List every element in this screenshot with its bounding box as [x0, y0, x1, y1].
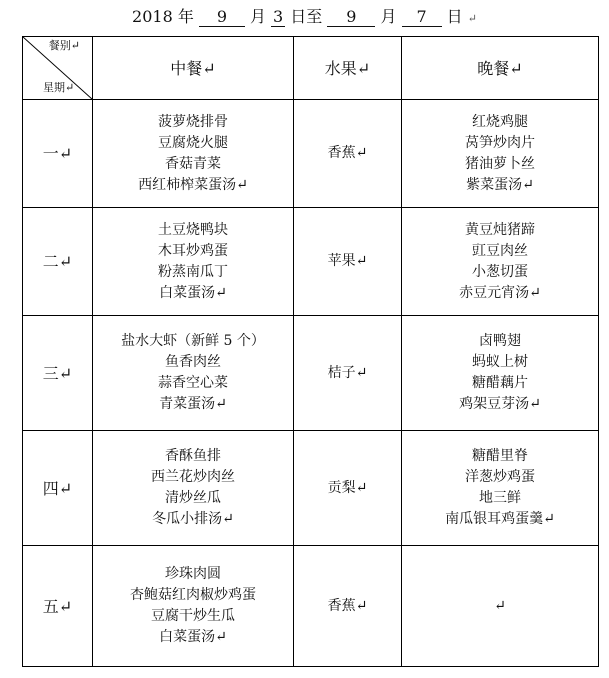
- dinner-dish: ↵: [494, 597, 506, 614]
- lunch-dish: 木耳炒鸡蛋: [158, 242, 228, 259]
- dinner-dish: 糖醋里脊: [472, 448, 528, 464]
- fruit-cell: 香蕉↵: [294, 546, 402, 667]
- title-month-word-2: 月: [380, 7, 397, 26]
- dinner-cell: [402, 100, 599, 208]
- dinner-dish: 紫菜蛋汤↵: [466, 176, 534, 193]
- lunch-dish: 白菜蛋汤↵: [159, 284, 227, 301]
- weekday-cell: 一↵: [23, 100, 93, 208]
- title-end-month: 9: [327, 8, 375, 27]
- fruit-cell: 苹果↵: [294, 208, 402, 316]
- dinner-dish: 糖醋藕片: [472, 375, 528, 391]
- fruit-cell: 香蕉↵: [294, 100, 402, 208]
- table-row: [23, 208, 599, 316]
- dinner-dish: 洋葱炒鸡蛋: [465, 469, 535, 485]
- dinner-cell: [402, 546, 599, 667]
- lunch-dish: 鱼香肉丝: [165, 354, 221, 370]
- dinner-dish: 小葱切蛋: [472, 263, 528, 280]
- title-month-word-1: 月: [250, 7, 267, 26]
- header-lunch: 中餐↵: [93, 37, 294, 100]
- lunch-dish: 豆腐烧火腿: [158, 134, 228, 151]
- paragraph-mark: ↵: [467, 12, 477, 25]
- fruit-cell: 桔子↵: [294, 316, 402, 431]
- header-dinner: 晚餐↵: [402, 37, 599, 100]
- lunch-dish: 杏鲍菇红肉椒炒鸡蛋: [130, 587, 256, 603]
- weekday-cell: 二↵: [23, 208, 93, 316]
- header-fruit: 水果↵: [294, 37, 402, 100]
- dinner-dish: 莴笋炒肉片: [465, 134, 535, 151]
- weekly-menu-table: [22, 36, 599, 667]
- dinner-cell: [402, 316, 599, 431]
- dinner-dish: 鸡架豆芽汤↵: [459, 396, 541, 412]
- dinner-dish: 红烧鸡腿: [472, 113, 528, 130]
- menu-date-range-title: [0, 6, 609, 30]
- lunch-cell: [93, 316, 294, 431]
- lunch-dish: 菠萝烧排骨: [158, 113, 228, 130]
- weekday-cell: 五↵: [23, 546, 93, 667]
- dinner-cell: [402, 431, 599, 546]
- lunch-dish: 蒜香空心菜: [158, 375, 228, 391]
- weekday-label: 星期↵: [43, 81, 75, 94]
- dinner-dish: 猪油萝卜丝: [465, 155, 535, 172]
- lunch-dish: 西兰花炒肉丝: [151, 469, 235, 485]
- title-start-month: 9: [199, 8, 245, 27]
- lunch-dish: 香酥鱼排: [165, 448, 221, 464]
- dinner-dish: 豇豆肉丝: [472, 242, 528, 259]
- lunch-dish: 粉蒸南瓜丁: [158, 263, 228, 280]
- lunch-dish: 盐水大虾（新鲜 5 个）: [121, 333, 265, 349]
- fruit-cell: 贡梨↵: [294, 431, 402, 546]
- dinner-dish: 蚂蚁上树: [472, 354, 528, 370]
- table-header-row: [23, 37, 599, 100]
- lunch-dish: 珍珠肉圆: [165, 566, 221, 582]
- table-row: [23, 100, 599, 208]
- diagonal-header-cell: [23, 37, 93, 100]
- lunch-dish: 冬瓜小排汤↵: [152, 511, 234, 527]
- dinner-dish: 卤鸭翅: [479, 333, 521, 349]
- table-row: [23, 546, 599, 667]
- table-row: [23, 431, 599, 546]
- dinner-dish: 南瓜银耳鸡蛋羹↵: [445, 511, 555, 527]
- table-row: [23, 316, 599, 431]
- lunch-dish: 西红柿榨菜蛋汤↵: [138, 176, 248, 193]
- lunch-dish: 香菇青菜: [165, 155, 221, 172]
- lunch-cell: [93, 208, 294, 316]
- title-day-word: 日: [446, 7, 463, 26]
- dinner-cell: [402, 208, 599, 316]
- weekday-cell: 三↵: [23, 316, 93, 431]
- lunch-cell: [93, 546, 294, 667]
- lunch-cell: [93, 431, 294, 546]
- dinner-dish: 黄豆炖猪蹄: [465, 221, 535, 238]
- meal-type-label: 餐别↵: [48, 39, 80, 52]
- title-year: 2018 年: [132, 7, 194, 26]
- lunch-dish: 青菜蛋汤↵: [159, 396, 227, 412]
- title-to-word: 日至: [290, 7, 323, 26]
- dinner-dish: 地三鲜: [479, 490, 521, 506]
- lunch-dish: 清炒丝瓜: [165, 490, 221, 506]
- lunch-cell: [93, 100, 294, 208]
- lunch-dish: 土豆烧鸭块: [158, 221, 228, 238]
- title-end-day: 7: [402, 8, 442, 27]
- lunch-dish: 豆腐干炒生瓜: [151, 608, 235, 624]
- weekday-cell: 四↵: [23, 431, 93, 546]
- title-start-day: 3: [273, 7, 284, 26]
- dinner-dish: 赤豆元宵汤↵: [459, 284, 541, 301]
- lunch-dish: 白菜蛋汤↵: [159, 629, 227, 645]
